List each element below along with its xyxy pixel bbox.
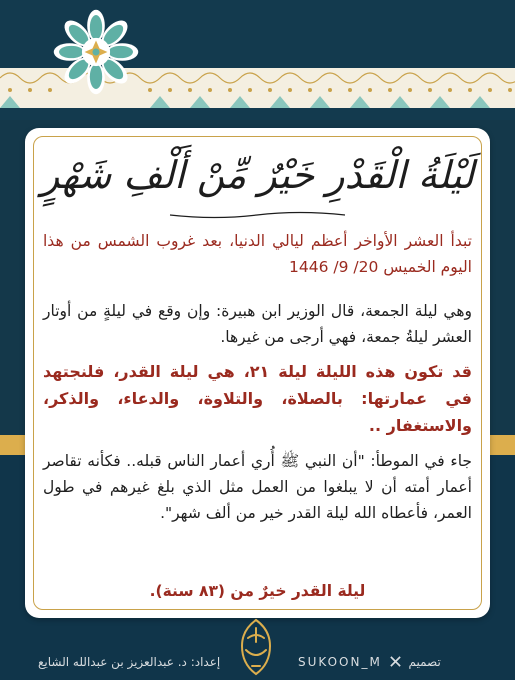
headline-flourish xyxy=(165,210,350,220)
intro-paragraph: تبدأ العشر الأواخر أعظم ليالي الدنيا، بعد غروب الشمس من هذا اليوم الخميس 20/ 9/ 1446 xyxy=(43,232,472,276)
x-logo-icon xyxy=(389,655,402,668)
content-card xyxy=(25,128,490,618)
designer-handle[interactable]: SUKOON_M xyxy=(298,655,382,669)
footer xyxy=(0,640,515,680)
rosette-ornament xyxy=(52,8,140,96)
designer-credit xyxy=(298,655,441,669)
closing-line: ليلة القدر خيرٌ من (٨٣ سنة). xyxy=(149,582,366,600)
muwatta-paragraph: جاء في الموطأ: "أن النبي ﷺ أُري أعمار الناس قبله.. فكأنه تقاصر أعمار أمته أن لا يبلغوا من العمل مثل الذي بلغ غيرهم في طول العمر، فأعطاه الله ليلة القدر خير من ألف شهر". xyxy=(43,452,472,522)
quote-paragraph: وهي ليلة الجمعة، قال الوزير ابن هبيرة: وإن وقع في ليلةٍ من أوتار العشر ليلةُ جمعة، فهي أرجى من غيرها. xyxy=(43,302,472,346)
calligraphy-headline: لَيْلَةُ الْقَدْرِ خَيْرٌ مِّنْ أَلْفِ شَهْرٍ xyxy=(40,153,475,197)
exhortation-paragraph: قد تكون هذه الليلة ليلة ٢١، هي ليلة القدر، فلنجتهد في عمارتها: بالصلاة، والتلاوة، والدعاء، والذكر، والاستغفار .. xyxy=(43,362,472,435)
prepared-by-credit: إعداد: د. عبدالعزيز بن عبدالله الشايع xyxy=(38,655,221,669)
design-label: تصميم xyxy=(408,655,441,669)
